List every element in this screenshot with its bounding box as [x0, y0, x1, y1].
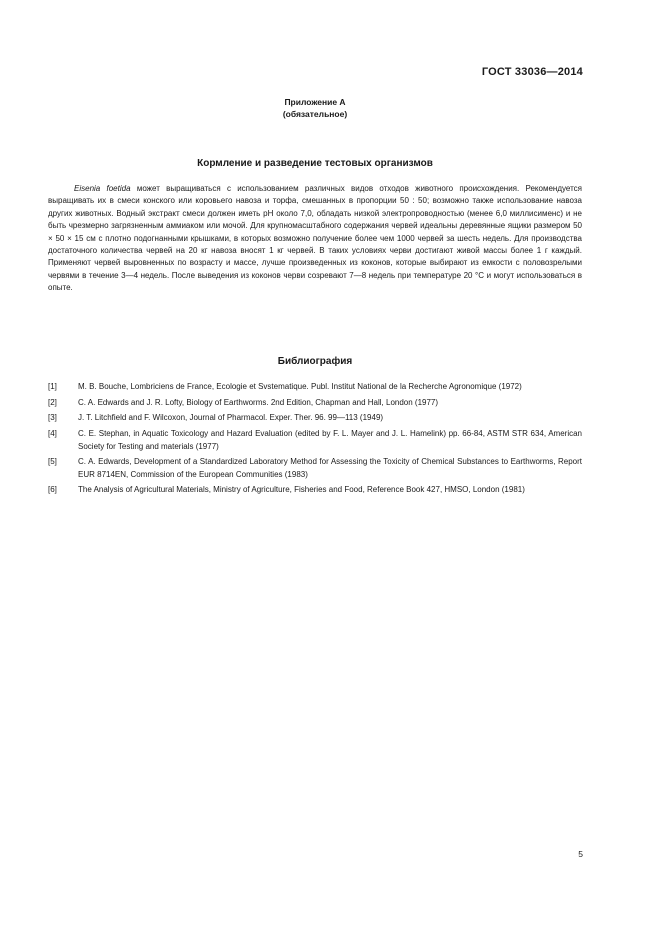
bibliography-text: C. A. Edwards, Development of a Standardized Laboratory Method for Assessing the Toxicity of Chemical Substances to Earthworms, Report EUR 8714EN, Commission of the European Communities (1983)	[78, 457, 582, 479]
bibliography-text: The Analysis of Agricultural Materials, Ministry of Agriculture, Fisheries and Food, Reference Book 427, HMSO, London (1981)	[78, 485, 525, 495]
bibliography-text: C. A. Edwards and J. R. Lofty, Biology of Earthworms. 2nd Edition, Chapman and Hall, London (1977)	[78, 397, 439, 407]
page-number: 5	[578, 849, 583, 859]
paragraph-text: может выращиваться с использованием различных видов отходов животного происхождения. Рекомендуется выращивать их в смеси конского или коровьего навоза и торфа, смешанных в пропорции 50 : 50; возможно также использование навоза других животных. Водный экстракт смеси должен иметь pH около 7,0, обладать низкой электропроводностью (менее 6,0 миллисименс) и не быть чрезмерно загрязненным аммиаком или мочой. Для крупномасштабного содержания червей идеальны деревянные ящики размером 50 × 50 × 15 см с плотно подогнанными крышками, в которых возможно получение более чем 1000 червей за шесть недель. Для производства достаточного количества червей на 20 кг навоза вносят 1 кг червей. В таких условиях черви достигают живой массы более 1 г каждый. Применяют червей выровненных по возрасту и массе, лучше произведенных из коконов, которые выбирают из емкости с половозрелыми червями в течение 3—4 недель. После выведения из коконов черви созревают 7—8 недель при температуре 20 °С и могут использоваться в опыте.	[48, 184, 582, 293]
bibliography-number: [4]	[48, 429, 57, 439]
bibliography-heading: Библиография	[277, 356, 353, 367]
bibliography-number: [5]	[48, 457, 57, 467]
bibliography-item	[48, 397, 582, 409]
section-heading: Кормление и разведение тестовых организмов	[197, 158, 433, 169]
bibliography-item	[48, 484, 582, 496]
bibliography-number: [1]	[48, 382, 57, 391]
annex-title: Приложение А	[284, 97, 346, 107]
bibliography-number: [3]	[48, 413, 57, 423]
bibliography-item	[48, 428, 582, 453]
bibliography-text: C. E. Stephan, in Aquatic Toxicology and Hazard Evaluation (edited by F. L. Mayer and J. L. Hamelink) pp. 66-84, ASTM STR 634, American Society for Testing and materials (1977)	[78, 429, 582, 451]
annex-block	[0, 96, 630, 120]
annex-status: (обязательное)	[282, 109, 348, 119]
bibliography-number: [6]	[48, 485, 57, 495]
section-paragraph	[48, 183, 582, 295]
bibliography-list	[48, 381, 582, 500]
bibliography-text: M. B. Bouche, Lombriciens de France, Ecologie et Svstematique. Publ. Institut National de la Recherche Agronomique (1972)	[78, 382, 522, 391]
species-name: Eisenia foetida	[74, 184, 131, 193]
bibliography-number: [2]	[48, 397, 57, 407]
bibliography-item	[48, 381, 582, 393]
standard-code: ГОСТ 33036—2014	[481, 66, 583, 78]
bibliography-item	[48, 456, 582, 481]
bibliography-text: J. T. Litchfield and F. Wilcoxon, Journal of Pharmacol. Exper. Ther. 96. 99—113 (1949)	[78, 413, 384, 423]
bibliography-item	[48, 412, 582, 424]
